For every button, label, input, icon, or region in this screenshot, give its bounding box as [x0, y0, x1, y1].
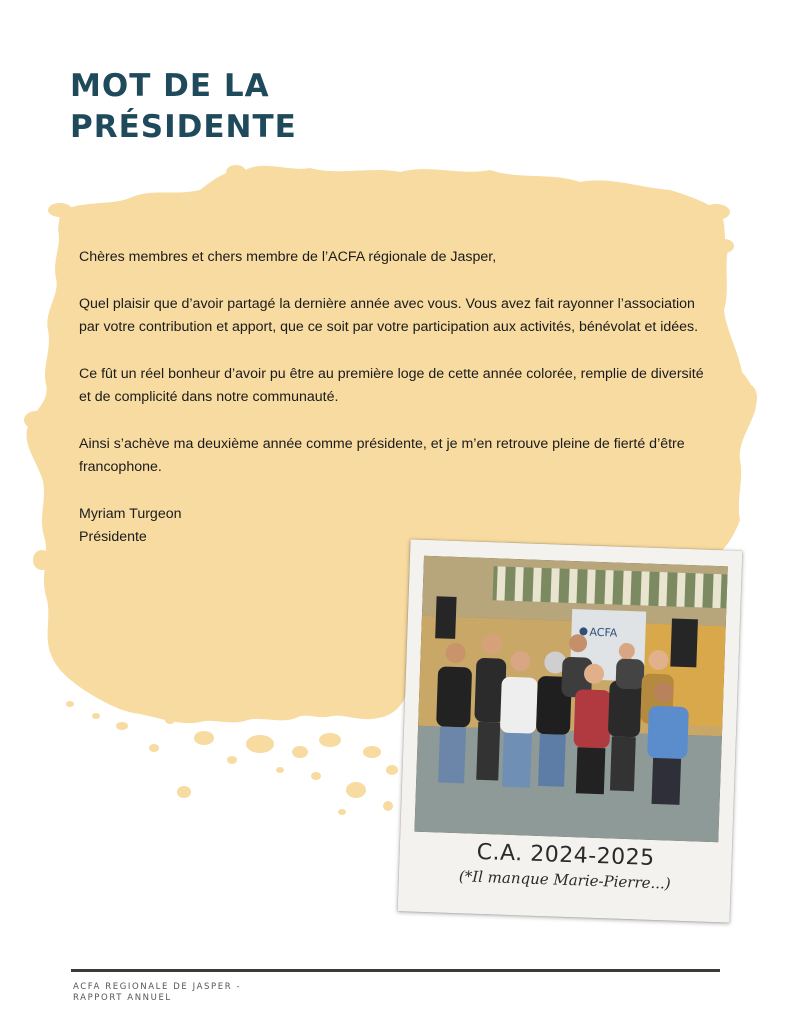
- footer-line2: RAPPORT ANNUEL: [73, 993, 172, 1003]
- letter-greeting: Chères membres et chers membre de l’ACFA régionale de Jasper,: [79, 249, 497, 265]
- letter-paragraph: Ainsi s’achève ma deuxième année comme présidente, et je m’en retrouve pleine de fierté d’être francophone.: [79, 436, 685, 475]
- president-letter: [79, 246, 709, 549]
- polaroid-photo-frame: [398, 539, 743, 922]
- speaker-left: [435, 596, 456, 639]
- photo-note: (*Il manque Marie-Pierre...): [458, 867, 672, 893]
- page-title-line1: MOT DE LA: [70, 68, 270, 104]
- group-photo-illustration: [414, 556, 727, 842]
- footer: [73, 982, 241, 1004]
- acfa-banner-text: ACFA: [589, 625, 618, 640]
- speaker-right: [670, 618, 698, 667]
- page-title: [70, 66, 297, 148]
- group-photo: [414, 556, 727, 842]
- page-title-line2: PRÉSIDENTE: [70, 109, 297, 145]
- signature-role: Présidente: [79, 529, 147, 545]
- footer-divider: [71, 969, 720, 972]
- letter-paragraph: Ce fût un réel bonheur d’avoir pu être au première loge de cette année colorée, remplie de diversité et de complicité dans notre communauté.: [79, 366, 704, 405]
- signature-name: Myriam Turgeon: [79, 506, 182, 522]
- letter-paragraph: Quel plaisir que d’avoir partagé la dernière année avec vous. Vous avez fait rayonner l’association par votre contribution et apport, que ce soit par votre participation aux activités, bénévolat et idées.: [79, 296, 699, 335]
- footer-line1: ACFA REGIONALE DE JASPER -: [73, 982, 242, 992]
- photo-caption: C.A. 2024-2025: [476, 839, 655, 872]
